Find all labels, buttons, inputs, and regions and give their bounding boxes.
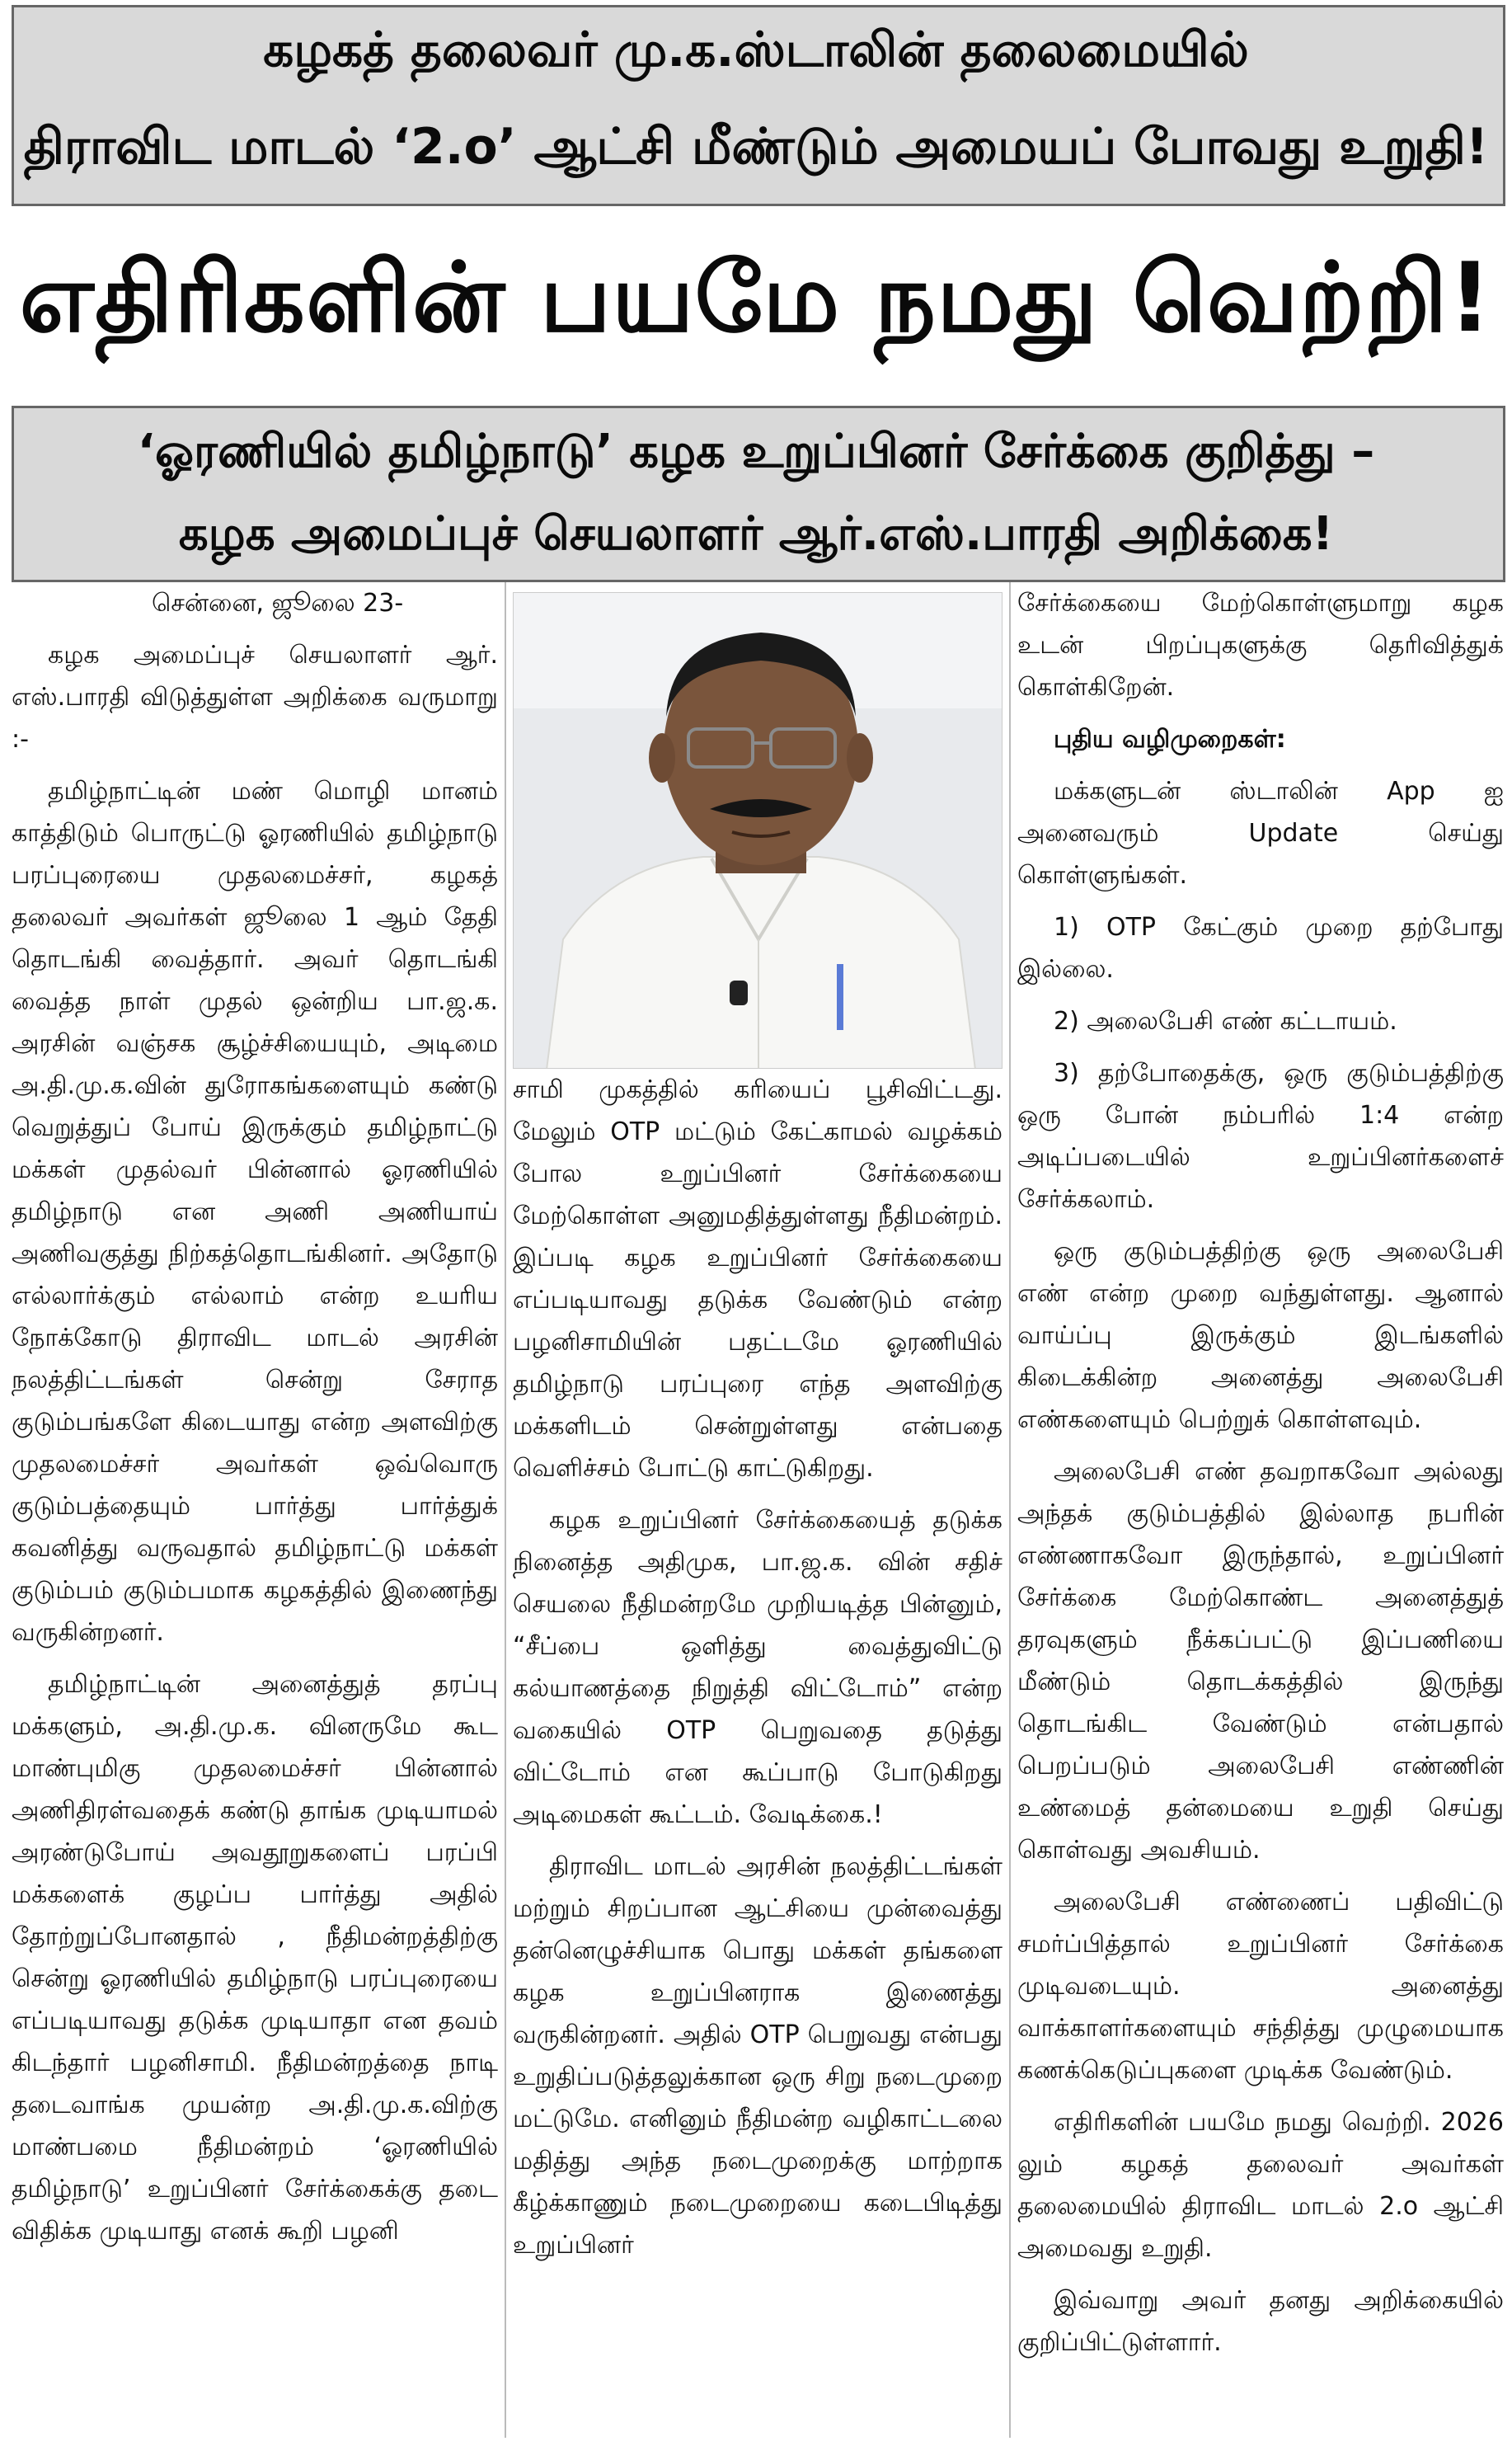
paragraph: சேர்க்கையை மேற்கொள்ளுமாறு கழக உடன் பிறப்புகளுக்கு தெரிவித்துக் கொள்கிறேன். [1017,589,1504,702]
paragraph: திராவிட மாடல் அரசின் நலத்திட்டங்கள் மற்றும் சிறப்பான ஆட்சியை முன்வைத்து தன்னெழுச்சியாக பொது மக்கள் தங்களை கழக உறுப்பினராக இணைத்து வருகின்றனர். அதில் OTP பெறுவது என்பது உறுதிப்படுத்தலுக்கான ஒரு சிறு நடைமுறை மட்டுமே. எனினும் நீதிமன்ற வழிகாட்டலை மதித்து அந்த நடைமுறைக்கு மாற்றாக கீழ்க்காணும் நடைமுறையை கடைபிடித்து உறுப்பினர் [513,1852,1003,2260]
paragraph: 3) தற்போதைக்கு, ஒரு குடும்பத்திற்கு ஒரு போன் நம்பரில் 1:4 என்ற அடிப்படையில் உறுப்பினர்களைச் சேர்க்கலாம். [1017,1059,1504,1214]
paragraph: எதிரிகளின் பயமே நமது வெற்றி. 2026 லும் கழகத் தலைவர் அவர்கள் தலைமையில் திராவிட மாடல் 2.o ஆட்சி அமைவது உறுதி. [1017,2108,1504,2263]
top-headline-line-2: திராவிட மாடல் ‘2.o’ ஆட்சி மீண்டும் அமையப் போவது உறுதி! [23,118,1489,176]
portrait-illustration [514,593,1003,1069]
paragraph: கழக உறுப்பினர் சேர்க்கையைத் தடுக்க நினைத்த அதிமுக, பா.ஜ.க. வின் சதிச் செயலை நீதிமன்றமே முறியடித்த பின்னும், “சீப்பை ஒளித்து வைத்துவிட்டு கல்யாணத்தை நிறுத்தி விட்டோம்” என்ற வகையில் OTP பெறுவதை தடுத்து விட்டோம் என கூப்பாடு போடுகிறது அடிமைகள் கூட்டம். வேடிக்கை.! [513,1506,1003,1829]
main-headline: எதிரிகளின் பயமே நமது வெற்றி! [19,242,1493,354]
section-subheading: புதிய வழிமுறைகள்: [1054,725,1286,754]
column-divider-1 [505,582,506,2438]
sub-headline-line-2: கழக அமைப்புச் செயலாளர் ஆர்.எஸ்.பாரதி அறிக்கை! [178,507,1334,561]
paragraph: தமிழ்நாட்டின் அனைத்துத் தரப்பு மக்களும், அ.தி.மு.க. வினருமே கூட மாண்புமிகு முதலமைச்சர் பின்னால் அணிதிரள்வதைக் கண்டு தாங்க முடியாமல் அரண்டுபோய் அவதூறுகளைப் பரப்பி மக்களைக் குழப்ப பார்த்து அதில் தோற்றுப்போனதால் , நீதிமன்றத்திற்கு சென்று ஓரணியில் தமிழ்நாடு பரப்புரையை எப்படியாவது தடுக்க முடியாதா என தவம் கிடந்தார் பழனிசாமி. நீதிமன்றத்தை நாடி தடைவாங்க முயன்ற அ.தி.மு.க.விற்கு மாண்பமை நீதிமன்றம் ‘ஓரணியில் தமிழ்நாடு’ உறுப்பினர் சேர்க்கைக்கு தடை விதிக்க முடியாது எனக் கூறி பழனி [12,1670,498,2246]
column-divider-2 [1009,582,1011,2438]
paragraph: மக்களுடன் ஸ்டாலின் App ஐ அனைவரும் Update செய்து கொள்ளுங்கள். [1017,777,1504,890]
paragraph: 2) அலைபேசி எண் கட்டாயம். [1054,1007,1397,1036]
paragraph: இவ்வாறு அவர் தனது அறிக்கையில் குறிப்பிட்டுள்ளார். [1017,2286,1504,2357]
article-column-1 [12,582,498,2262]
paragraph: அலைபேசி எண்ணைப் பதிவிட்டு சமர்ப்பித்தால் உறுப்பினர் சேர்க்கை முடிவடையும். அனைத்து வாக்காளர்களையும் சந்தித்து முழுமையாக கணக்கெடுப்புகளை முடிக்க வேண்டும். [1017,1888,1504,2085]
paragraph: 1) OTP கேட்கும் முறை தற்போது இல்லை. [1017,913,1504,984]
paragraph: சாமி முகத்தில் கரியைப் பூசிவிட்டது. மேலும் OTP மட்டும் கேட்காமல் வழக்கம் போல உறுப்பினர் சேர்க்கையை மேற்கொள்ள அனுமதித்துள்ளது நீதிமன்றம். இப்படி கழக உறுப்பினர் சேர்க்கையை எப்படியாவது தடுக்க வேண்டும் என்ற பழனிசாமியின் பதட்டமே ஓரணியில் தமிழ்நாடு பரப்புரை எந்த அளவிற்கு மக்களிடம் சென்றுள்ளது என்பதை வெளிச்சம் போட்டு காட்டுகிறது. [513,1075,1003,1483]
portrait-photo [513,592,1003,1069]
paragraph: கழக அமைப்புச் செயலாளர் ஆர். எஸ்.பாரதி விடுத்துள்ள அறிக்கை வருமாறு :- [12,641,498,754]
dateline: சென்னை, ஜூலை 23- [152,589,404,618]
top-headline-line-1: கழகத் தலைவர் மு.க.ஸ்டாலின் தலைமையில் [263,21,1249,78]
paragraph: தமிழ்நாட்டின் மண் மொழி மானம் காத்திடும் பொருட்டு ஓரணியில் தமிழ்நாடு பரப்புரையை முதலமைச்சர், கழகத் தலைவர் அவர்கள் ஜூலை 1 ஆம் தேதி தொடங்கி வைத்தார். அவர் தொடங்கி வைத்த நாள் முதல் ஒன்றிய பா.ஜ.க. அரசின் வஞ்சக சூழ்ச்சியையும், அடிமை அ.தி.மு.க.வின் துரோகங்களையும் கண்டு வெறுத்துப் போய் இருக்கும் தமிழ்நாட்டு மக்கள் முதல்வர் பின்னால் ஓரணியில் தமிழ்நாடு என அணி அணியாய் அணிவகுத்து நிற்கத்தொடங்கினர். அதோடு எல்லார்க்கும் எல்லாம் என்ற உயரிய நோக்கோடு திராவிட மாடல் அரசின் நலத்திட்டங்கள் சென்று சேராத குடும்பங்களே கிடையாது என்ற அளவிற்கு முதலமைச்சர் அவர்கள் ஒவ்வொரு குடும்பத்தையும் பார்த்து பார்த்துக் கவனித்து வருவதால் தமிழ்நாட்டு மக்கள் குடும்பம் குடும்பமாக கழகத்தில் இணைந்து வருகின்றனர். [12,777,498,1647]
article-column-3 [1017,582,1504,2373]
article-column-2 [513,1069,1003,2276]
sub-headline-line-1: ‘ஓரணியில் தமிழ்நாடு’ கழக உறுப்பினர் சேர்க்கை குறித்து – [137,425,1375,478]
paragraph: ஒரு குடும்பத்திற்கு ஒரு அலைபேசி எண் என்ற முறை வந்துள்ளது. ஆனால் வாய்ப்பு இருக்கும் இடங்களில் கிடைக்கின்ற அனைத்து அலைபேசி எண்களையும் பெற்றுக் கொள்ளவும். [1017,1237,1504,1434]
paragraph: அலைபேசி எண் தவறாகவோ அல்லது அந்தக் குடும்பத்தில் இல்லாத நபரின் எண்ணாகவோ இருந்தால், உறுப்பினர் சேர்க்கை மேற்கொண்ட அனைத்துத் தரவுகளும் நீக்கப்பட்டு இப்பணியை மீண்டும் தொடக்கத்தில் இருந்து தொடங்கிட வேண்டும் என்பதால் பெறப்படும் அலைபேசி எண்ணின் உண்மைத் தன்மையை உறுதி செய்து கொள்வது அவசியம். [1017,1457,1504,1865]
